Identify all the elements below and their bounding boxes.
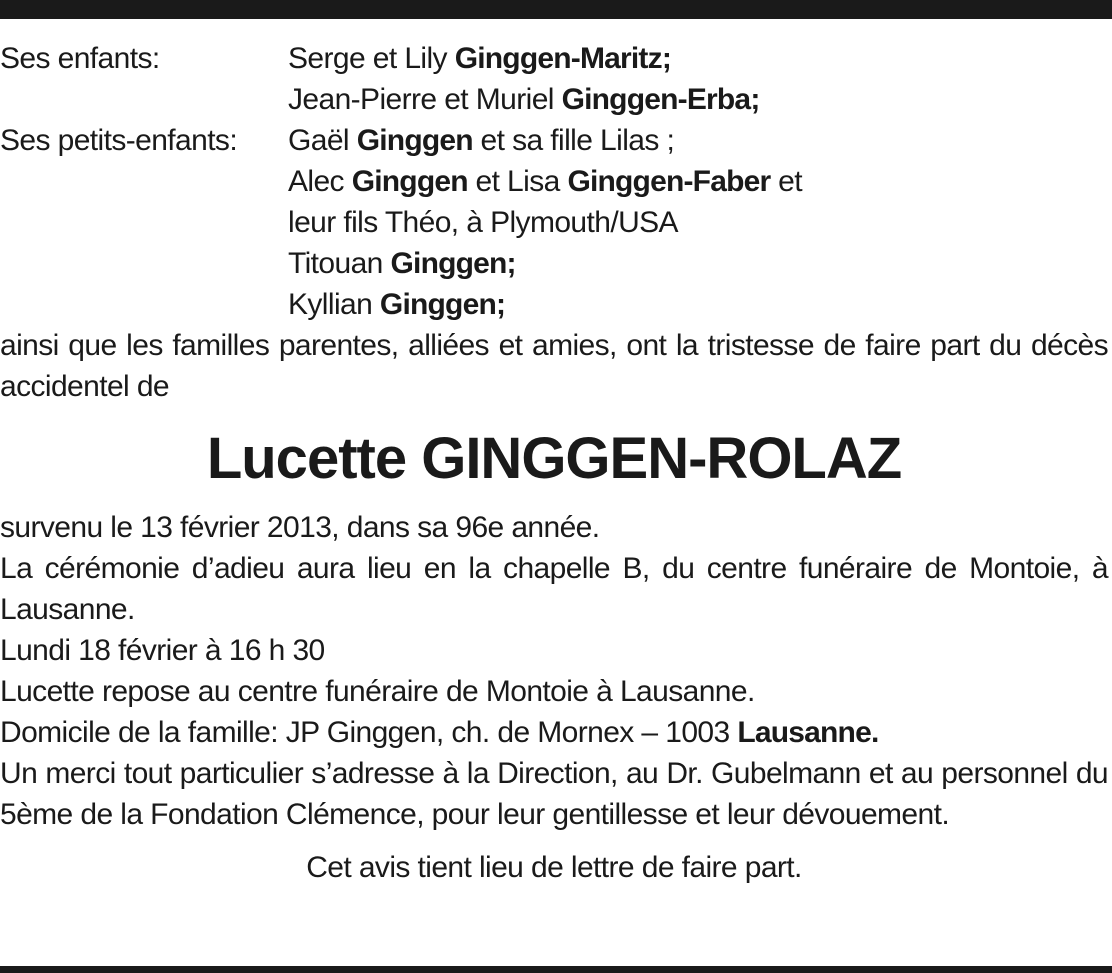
bottom-rule — [0, 966, 1112, 973]
grandchildren-row-3 — [0, 202, 1108, 243]
grandchildren-row-4 — [0, 243, 1108, 284]
grandchildren-row-1 — [0, 120, 1108, 161]
grandchild-entry: Alec Ginggen et Lisa Ginggen-Faber et — [288, 165, 802, 198]
children-row-1 — [0, 38, 1108, 79]
thanks-text: Un merci tout particulier s’adresse à la Direction, au Dr. Gubelmann et au personnel du 5ème de la Fondation Clémence, pour leur gentillesse et leur dévouement. — [0, 757, 1108, 831]
obituary-notice — [0, 38, 1108, 888]
children-row-2 — [0, 79, 1108, 120]
label-spacer — [0, 243, 288, 284]
label-spacer — [0, 202, 288, 243]
date-of-death: survenu le 13 février 2013, dans sa 96e année. — [0, 511, 600, 544]
children-label: Ses enfants: — [0, 42, 160, 75]
grandchildren-row-5 — [0, 284, 1108, 325]
child-entry: Jean-Pierre et Muriel Ginggen-Erba; — [288, 83, 760, 116]
grandchild-entry: Kyllian Ginggen; — [288, 288, 506, 321]
grandchildren-label: Ses petits-enfants: — [0, 124, 238, 157]
grandchild-entry: Gaël Ginggen et sa fille Lilas ; — [288, 124, 675, 157]
closing-note: Cet avis tient lieu de lettre de faire part. — [306, 851, 802, 884]
announcement-text: ainsi que les familles parentes, alliées et amies, ont la tristesse de faire part du décès accidentel de — [0, 329, 1108, 403]
ceremony-text: La cérémonie d’adieu aura lieu en la chapelle B, du centre funéraire de Montoie, à Lausanne. — [0, 552, 1108, 626]
grandchild-entry: Titouan Ginggen; — [288, 247, 516, 280]
grandchild-entry-continued: leur fils Théo, à Plymouth/USA — [288, 206, 678, 239]
resting-place: Lucette repose au centre funéraire de Montoie à Lausanne. — [0, 675, 755, 708]
child-entry: Serge et Lily Ginggen-Maritz; — [288, 42, 672, 75]
top-rule — [0, 0, 1112, 19]
label-spacer — [0, 161, 288, 202]
label-spacer — [0, 79, 288, 120]
deceased-name: Lucette GINGGEN-ROLAZ — [206, 426, 902, 491]
grandchildren-row-2 — [0, 161, 1108, 202]
ceremony-datetime: Lundi 18 février à 16 h 30 — [0, 634, 325, 667]
label-spacer — [0, 284, 288, 325]
family-domicile: Domicile de la famille: JP Ginggen, ch. de Mornex – 1003 Lausanne. — [0, 716, 879, 749]
